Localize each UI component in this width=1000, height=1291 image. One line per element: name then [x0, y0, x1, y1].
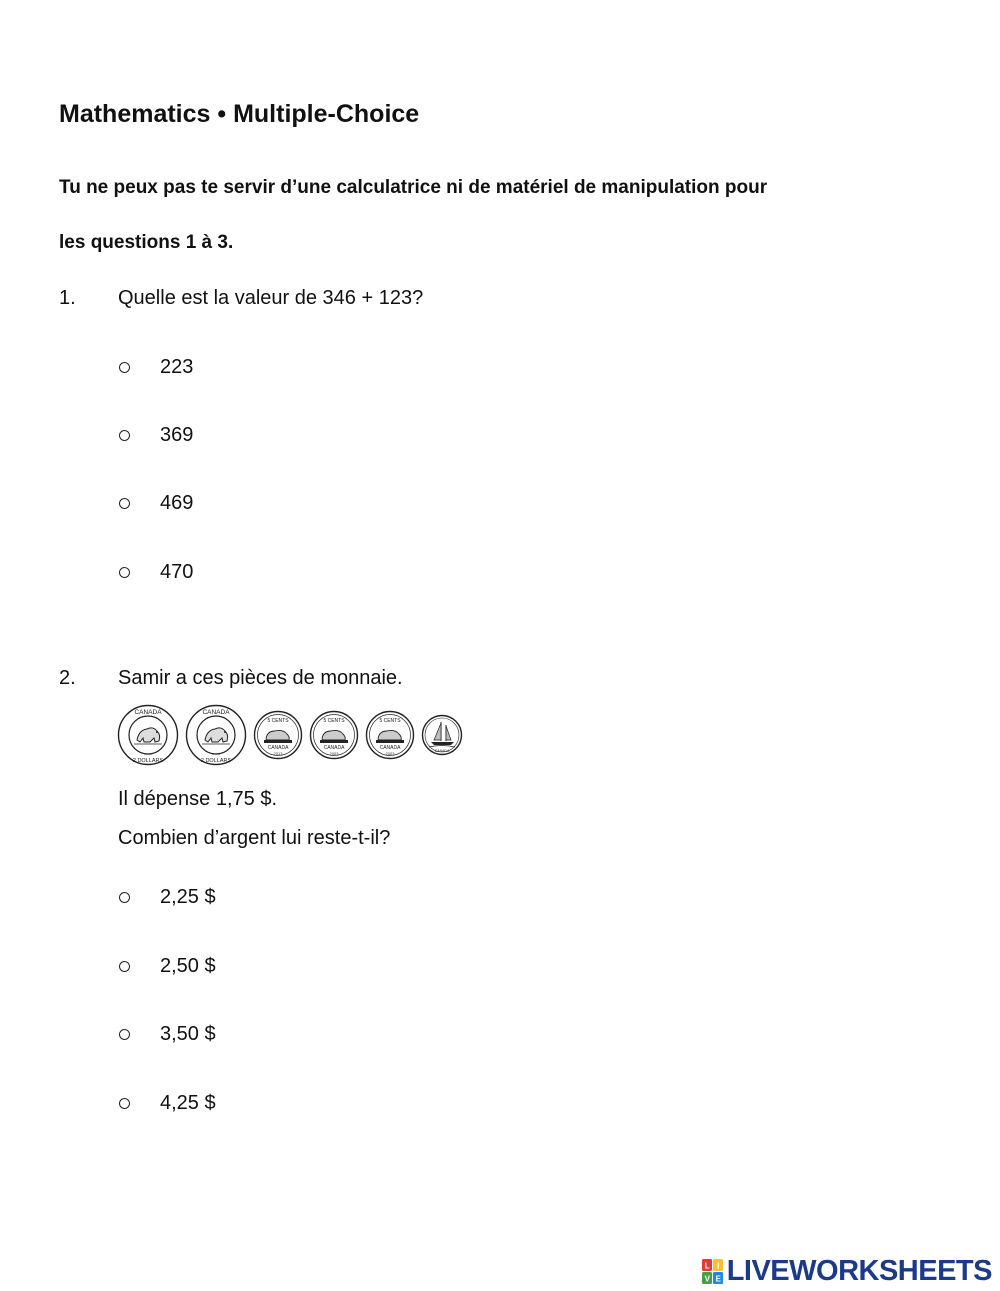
instructions-line-1: Tu ne peux pas te servir d’une calculatrice ni de matériel de manipulation pour	[59, 177, 768, 198]
q1-option-a-label[interactable]: 223	[160, 356, 194, 378]
nickel-year-text: 2013	[273, 751, 283, 756]
q2-option-d[interactable]	[119, 1092, 216, 1115]
instructions-line-2: les questions 1 à 3.	[59, 232, 234, 253]
q1-option-c-radio[interactable]	[119, 498, 130, 509]
q1-option-d-label[interactable]: 470	[160, 561, 194, 583]
nickel-coin-icon	[309, 710, 359, 760]
q1-option-c[interactable]	[119, 492, 193, 515]
nickel-value-text: 5 CENTS	[267, 718, 289, 724]
dime-country-text: CANADA	[434, 749, 450, 753]
nickel-value-text: 5 CENTS	[379, 718, 401, 724]
nickel-country-text: CANADA	[267, 745, 289, 751]
q2-option-a-radio[interactable]	[119, 892, 130, 903]
nickel-coin-icon	[253, 710, 303, 760]
q1-option-d[interactable]	[119, 561, 193, 584]
q1-option-a[interactable]	[119, 356, 193, 379]
q1-option-a-radio[interactable]	[119, 362, 130, 373]
nickel-country-text: CANADA	[379, 745, 401, 751]
logo-letter: V	[704, 1274, 710, 1283]
nickel-year-text: 2003	[385, 751, 395, 756]
q1-option-b[interactable]	[119, 424, 193, 447]
q2-option-d-label[interactable]: 4,25 $	[160, 1092, 216, 1114]
q2-option-b-radio[interactable]	[119, 961, 130, 972]
liveworksheets-logo[interactable]	[702, 1255, 992, 1288]
logo-letter: E	[715, 1274, 721, 1283]
q2-option-b-label[interactable]: 2,50 $	[160, 955, 216, 977]
coins-image	[117, 704, 469, 766]
logo-letter: I	[716, 1261, 719, 1270]
q2-option-c[interactable]	[119, 1023, 216, 1046]
q1-option-b-label[interactable]: 369	[160, 424, 194, 446]
question-1-text: Quelle est la valeur de 346 + 123?	[118, 287, 424, 309]
question-2-detail-1: Il dépense 1,75 $.	[118, 788, 278, 810]
q1-option-d-radio[interactable]	[119, 567, 130, 578]
nickel-value-text: 5 CENTS	[323, 718, 345, 724]
nickel-coin-icon	[365, 710, 415, 760]
q2-option-c-label[interactable]: 3,50 $	[160, 1023, 216, 1045]
logo-letter: L	[704, 1261, 709, 1270]
q1-option-b-radio[interactable]	[119, 430, 130, 441]
page-title: Mathematics • Multiple-Choice	[59, 100, 420, 128]
toonie-coin-icon	[185, 704, 247, 766]
q2-option-a-label[interactable]: 2,25 $	[160, 886, 216, 908]
toonie-value-text: 2 DOLLARS	[200, 758, 232, 764]
nickel-country-text: CANADA	[323, 745, 345, 751]
dime-coin-icon	[421, 714, 463, 756]
q2-option-b[interactable]	[119, 955, 216, 978]
question-2-detail-2: Combien d’argent lui reste-t-il?	[118, 827, 391, 849]
nickel-year-text: 2003	[329, 751, 339, 756]
liveworksheets-logo-icon	[702, 1259, 724, 1285]
q1-option-c-label[interactable]: 469	[160, 492, 194, 514]
question-2-number: 2.	[59, 667, 76, 689]
toonie-country-text: CANADA	[134, 709, 162, 716]
toonie-value-text: 2 DOLLARS	[132, 758, 164, 764]
q2-option-c-radio[interactable]	[119, 1029, 130, 1040]
q2-option-a[interactable]	[119, 886, 216, 909]
toonie-coin-icon	[117, 704, 179, 766]
question-2-text: Samir a ces pièces de monnaie.	[118, 667, 403, 689]
toonie-country-text: CANADA	[202, 709, 230, 716]
question-1-number: 1.	[59, 287, 76, 309]
brand-name: LIVEWORKSHEETS	[726, 1255, 992, 1287]
q2-option-d-radio[interactable]	[119, 1098, 130, 1109]
